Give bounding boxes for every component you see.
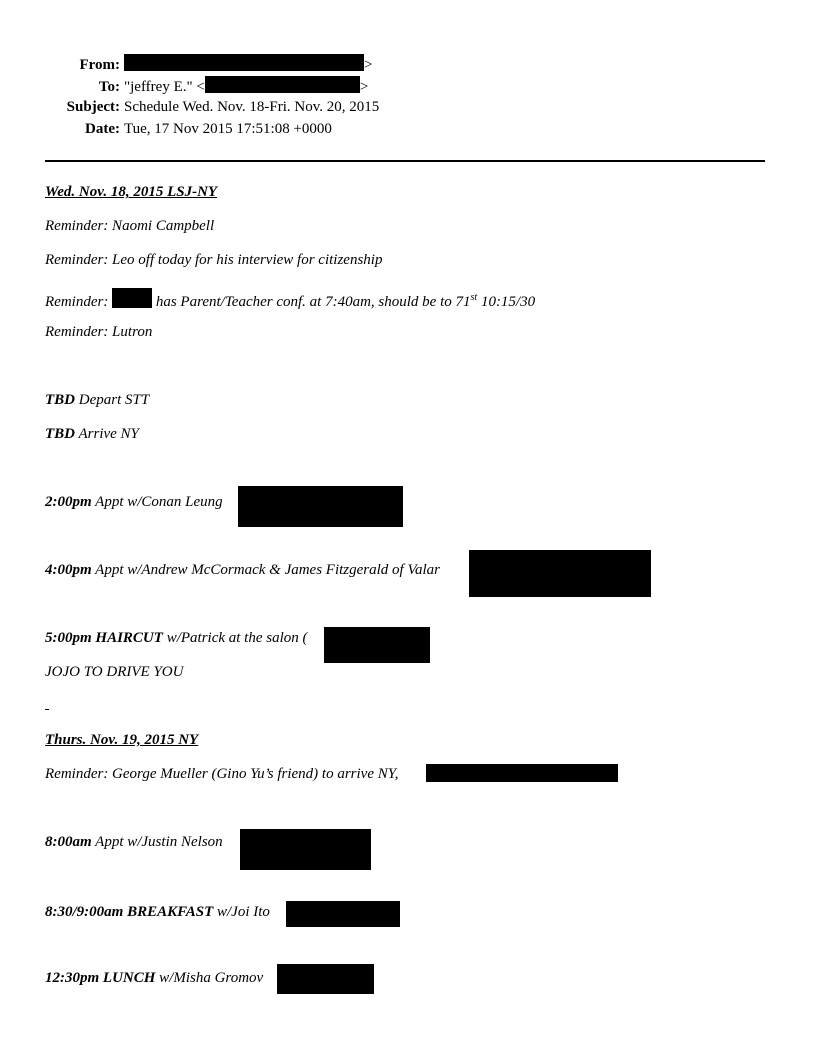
redaction <box>112 288 152 308</box>
date-value: Tue, 17 Nov 2015 17:51:08 +0000 <box>124 121 332 137</box>
reminder: Reminder: Naomi Campbell <box>45 218 215 234</box>
date-label: Date: <box>85 121 120 137</box>
schedule-item: 12:30pm LUNCH w/Misha Gromov <box>45 970 264 986</box>
subject-label: Subject: <box>66 99 120 115</box>
schedule-item: 8:00am Appt w/Justin Nelson <box>45 834 223 850</box>
stray-mark <box>45 709 49 710</box>
redaction <box>124 54 364 71</box>
to-row <box>0 76 760 96</box>
subject-row <box>0 98 760 116</box>
reminder: Reminder: George Mueller (Gino Yu’s friend) to arrive NY, <box>45 766 399 782</box>
redaction <box>277 964 374 994</box>
schedule-item: 8:30/9:00am BREAKFAST w/Joi Ito <box>45 904 270 920</box>
schedule-item: 5:00pm HAIRCUT w/Patrick at the salon ( <box>45 630 308 646</box>
note: JOJO TO DRIVE YOU <box>45 664 184 680</box>
redaction <box>324 627 430 663</box>
day-heading: Thurs. Nov. 19, 2015 NY <box>45 732 199 748</box>
day-heading: Wed. Nov. 18, 2015 LSJ-NY <box>45 184 218 200</box>
reminder: Reminder: Leo off today for his interview for citizenship <box>45 252 383 268</box>
from-label: From: <box>79 57 120 73</box>
to-label: To: <box>98 79 120 95</box>
schedule-item: TBD Depart STT <box>45 392 150 408</box>
date-row <box>0 120 760 138</box>
schedule-item: TBD Arrive NY <box>45 426 139 442</box>
from-value: > <box>120 54 372 74</box>
schedule-item: 2:00pm Appt w/Conan Leung <box>45 494 223 510</box>
schedule-item: 4:00pm Appt w/Andrew McCormack & James Fitzgerald of Valar <box>45 562 440 578</box>
redaction <box>286 901 400 927</box>
reminder: Reminder: Lutron <box>45 324 153 340</box>
reminder: Reminder: has Parent/Teacher conf. at 7:40am, should be to 71st 10:15/30 <box>45 288 535 311</box>
redaction <box>238 486 403 527</box>
redaction <box>469 550 651 597</box>
subject-value: Schedule Wed. Nov. 18-Fri. Nov. 20, 2015 <box>124 99 380 115</box>
from-row <box>0 54 760 74</box>
to-value: "jeffrey E." < > <box>120 76 368 96</box>
redaction <box>240 829 371 870</box>
redaction <box>426 764 618 782</box>
redaction <box>205 76 360 93</box>
header-divider <box>45 160 765 162</box>
